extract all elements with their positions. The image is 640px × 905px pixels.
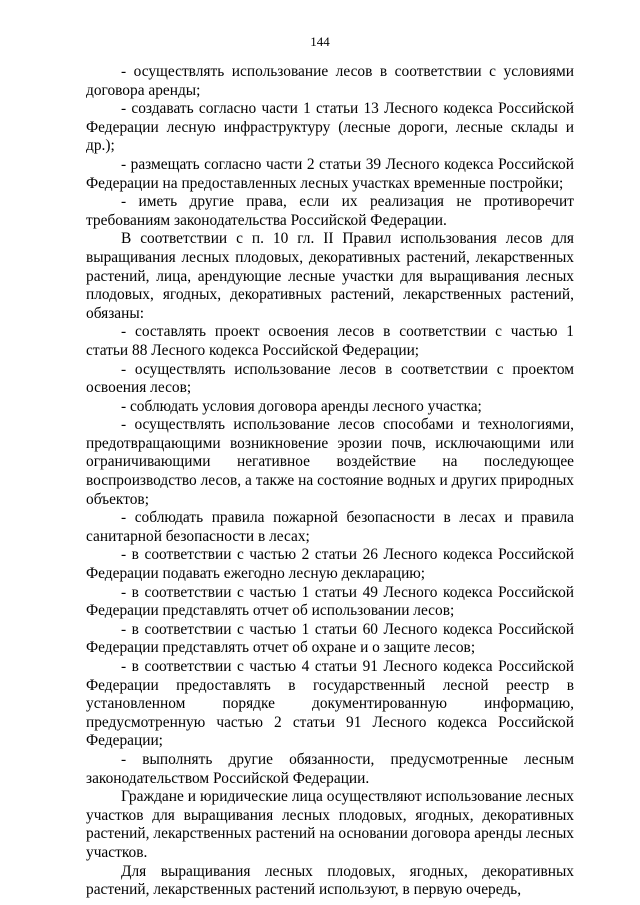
paragraph: - иметь другие права, если их реализация не противоречит требованиям законодательства Российской Федерации. — [86, 193, 574, 229]
body-text — [86, 63, 574, 900]
paragraph: - соблюдать правила пожарной безопасности в лесах и правила санитарной безопасности в лесах; — [86, 509, 574, 545]
paragraph: - в соответствии с частью 1 статьи 60 Лесного кодекса Российской Федерации представлять отчет об охране и о защите лесов; — [86, 620, 574, 657]
paragraph: - в соответствии с частью 4 статьи 91 Лесного кодекса Российской Федерации предоставлять в государственный лесной реестр в установленном порядке документированную информацию, предусмотренную частью 2 статьи 91 Лесного кодекса Российской Федерации; — [86, 658, 574, 750]
paragraph: - составлять проект освоения лесов в соответствии с частью 1 статьи 88 Лесного кодекса Российской Федерации; — [86, 323, 574, 359]
paragraph: - размещать согласно части 2 статьи 39 Лесного кодекса Российской Федерации на предоставленных лесных участках временные постройки; — [86, 155, 574, 192]
paragraph: В соответствии с п. 10 гл. II Правил использования лесов для выращивания лесных плодовых, декоративных растений, лекарственных растений, лица, арендующие лесные участки для выращивания лесных плодовых, ягодных, декоративных растений, лекарственных растений, обязаны: — [86, 230, 574, 322]
paragraph: Граждане и юридические лица осуществляют использование лесных участков для выращивания лесных плодовых, ягодных, декоративных растений, лекарственных растений на основании договора аренды лесных участков. — [86, 788, 574, 861]
paragraph: - осуществлять использование лесов в соответствии с условиями договора аренды; — [86, 63, 574, 99]
paragraph: Для выращивания лесных плодовых, ягодных, декоративных растений, лекарственных растений используют, в первую очередь, — [86, 862, 574, 899]
paragraph: - создавать согласно части 1 статьи 13 Лесного кодекса Российской Федерации лесную инфраструктуру (лесные дороги, лесные склады и др.); — [86, 100, 574, 155]
paragraph: - осуществлять использование лесов способами и технологиями, предотвращающими возникновение эрозии почв, исключающими или ограничивающими негативное воздействие на последующее воспроизводство лесов, а также на состояние водных и других природных объектов; — [86, 416, 574, 508]
paragraph: - в соответствии с частью 1 статьи 49 Лесного кодекса Российской Федерации представлять отчет об использовании лесов; — [86, 583, 574, 620]
page-number: 144 — [310, 34, 330, 49]
paragraph: - осуществлять использование лесов в соответствии с проектом освоения лесов; — [86, 360, 574, 397]
paragraph: - соблюдать условия договора аренды лесного участка; — [121, 397, 482, 415]
paragraph: - выполнять другие обязанности, предусмотренные лесным законодательством Российской Федерации. — [86, 750, 574, 787]
paragraph: - в соответствии с частью 2 статьи 26 Лесного кодекса Российской Федерации подавать ежегодно лесную декларацию; — [86, 546, 574, 583]
